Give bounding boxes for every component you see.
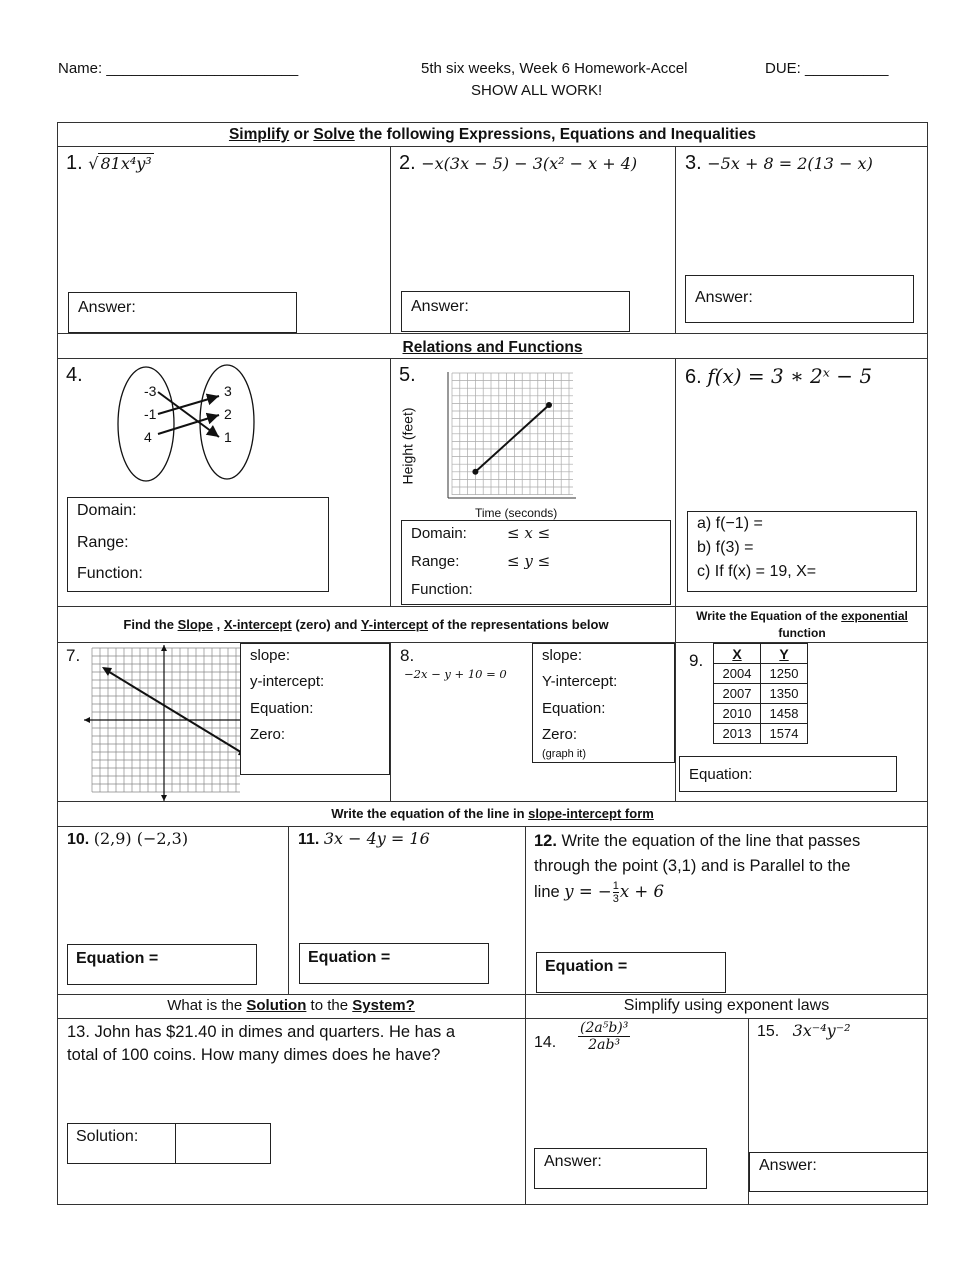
problem-14-expression: (2a⁵b)³ 2ab³ [580,1020,629,1053]
domain-value: 4 [144,429,152,445]
section-heading-slope: Find the Slope , X-intercept (zero) and Y-intercept of the representations below [123,617,609,632]
mapping-diagram [110,364,260,484]
problem-8-number: 8. [400,646,415,665]
p10-equation-box[interactable]: Equation = [67,944,257,985]
p4-answer-box[interactable]: Domain: Range: Function: [67,497,329,592]
range-value: 2 [224,406,232,422]
p5-y-axis-label: Height (feet) [399,407,416,485]
p7-graph [80,644,250,804]
answer-box-2[interactable]: Answer: [401,291,630,332]
problem-10: 10. (2,9) (−2,3) [67,829,189,848]
answer-box-1[interactable]: Answer: [68,292,297,333]
problem-15: 15. 3x⁻⁴y⁻² [757,1021,851,1040]
p6-answer-box[interactable]: a) f(−1) = b) f(3) = c) If f(x) = 19, X= [687,511,917,592]
name-field[interactable]: Name: _______________________ [58,60,299,77]
section-heading-relations: Relations and Functions [402,339,583,356]
table-row: 2010 1458 [714,704,808,724]
table-row: 2007 1350 [714,684,808,704]
section-heading-exponential: Write the Equation of the exponential function [696,609,908,640]
table-row: 2013 1574 [714,724,808,744]
range-value: 3 [224,383,232,399]
p7-answer-box[interactable]: slope: y-intercept: Equation: Zero: [240,643,390,775]
problem-9-number: 9. [689,651,704,670]
due-field[interactable]: DUE: __________ [765,60,889,77]
domain-value: -1 [144,406,157,422]
range-value: 1 [224,429,232,445]
p5-x-axis-label: Time (seconds) [475,506,558,520]
p11-equation-box[interactable]: Equation = [299,943,489,984]
p5-start-point [472,469,478,475]
problem-6: 6. f(x) = 3 ∗ 2ˣ − 5 [685,364,873,388]
problem-13: 13. John has $21.40 in dimes and quarters. He has a total of 100 coins. How many dimes does he have? [67,1023,455,1064]
table-row: 2004 1250 [714,664,808,684]
problem-1: 1. √ 81x⁴y³ [66,152,152,174]
problem-7-number: 7. [66,646,81,665]
problem-12: 12. Write the equation of the line that passes through the point (3,1) and is Parallel to the line $y = -\frac{1}{3}$ x + 6 [534,832,861,906]
p8-answer-box[interactable]: slope: Y-intercept: Equation: Zero: (graph it) [532,643,675,763]
p15-answer-box[interactable]: Answer: [749,1152,928,1192]
p5-graph [440,370,580,502]
p8-equation: −2x − y + 10 = 0 [404,667,507,681]
problem-5-number: 5. [399,364,416,386]
domain-value: -3 [144,383,157,399]
p13-solution-box[interactable]: Solution: [67,1123,271,1164]
problem-4-number: 4. [66,364,83,386]
p5-end-point [546,402,552,408]
p5-answer-box[interactable]: Domain: ≤ x ≤ Range: ≤ y ≤ Function: [401,520,671,605]
problem-14-number: 14. [534,1034,557,1051]
problem-11: 11. 3x − 4y = 16 [298,829,430,848]
answer-box-3[interactable]: Answer: [685,275,914,323]
section-heading-system: What is the Solution to the System? [167,997,415,1014]
p14-answer-box[interactable]: Answer: [534,1148,707,1189]
p9-header-x: X [714,644,761,664]
worksheet-subtitle: SHOW ALL WORK! [471,82,603,99]
p12-equation-box[interactable]: Equation = [536,952,726,993]
section-heading-simplify-solve: Simplify or Solve the following Expressions, Equations and Inequalities [228,126,757,143]
problem-2: 2. −x(3x − 5) − 3(x² − x + 4) [399,152,638,174]
worksheet-title: 5th six weeks, Week 6 Homework-Accel [421,60,688,77]
section-heading-slope-intercept: Write the equation of the line in slope-intercept form [331,806,654,821]
p9-header-y: Y [761,644,808,664]
p9-answer-box[interactable]: Equation: [679,756,897,792]
p9-table [713,643,808,744]
problem-3: 3. −5x + 8 = 2(13 − x) [685,152,873,174]
section-heading-exponent-laws: Simplify using exponent laws [623,997,830,1014]
